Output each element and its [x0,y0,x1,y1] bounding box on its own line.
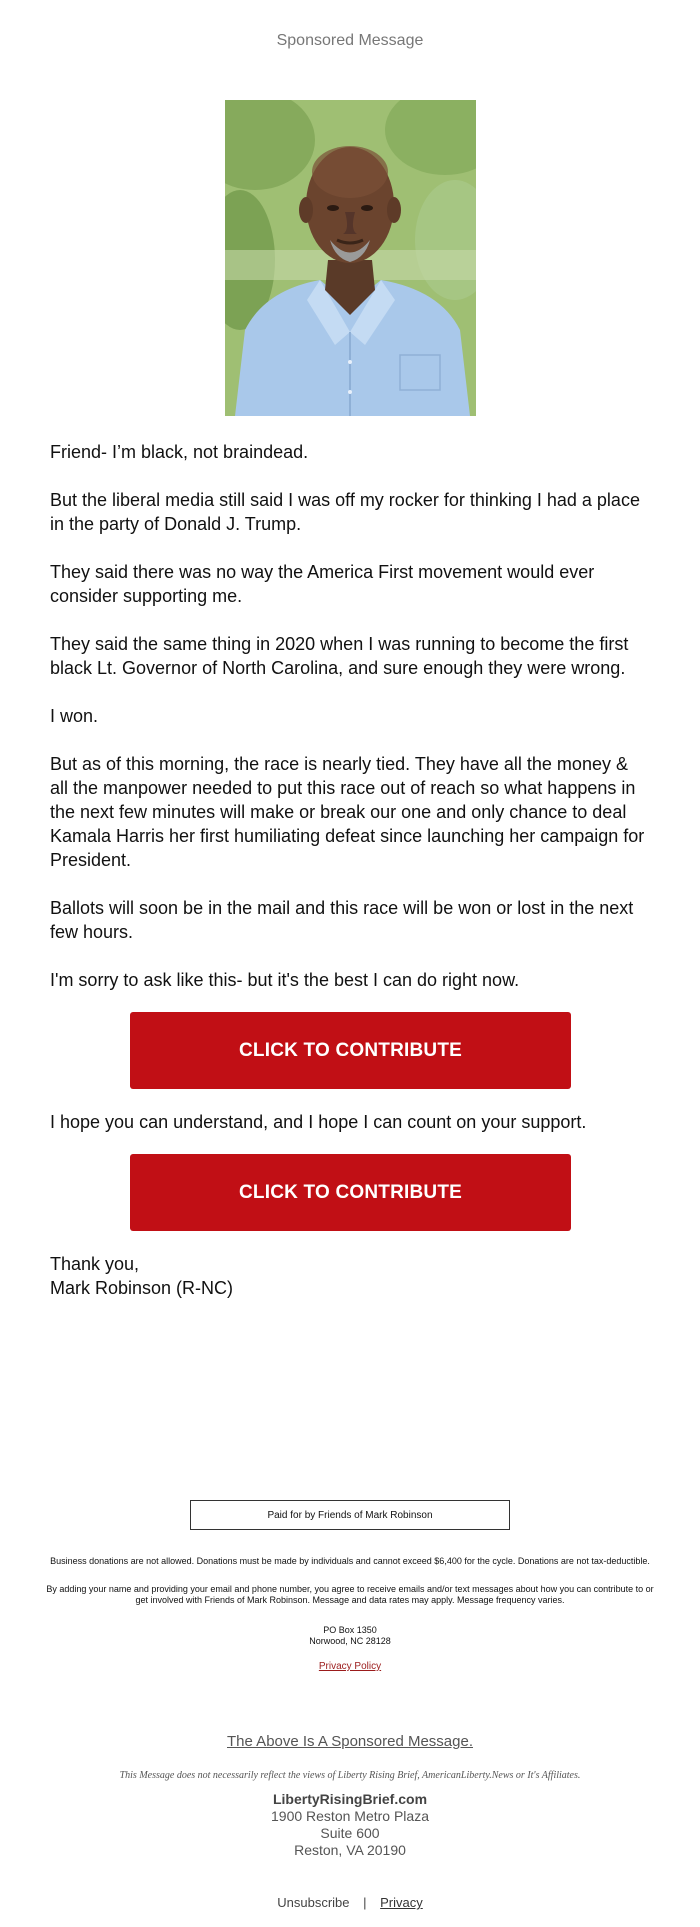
candidate-portrait-image [225,100,476,416]
message-body [50,440,650,1016]
signoff [50,1252,233,1300]
footer-links [0,1895,700,1910]
body-paragraph: But as of this morning, the race is nearly tied. They have all the money & all the manpower needed to put this race out of reach so what happens in the next few minutes will make or break our one and only chance to deal Kamala Harris her first humiliating defeat since launching her campaign for President. [50,754,645,870]
sponsored-message-label: Sponsored Message [276,32,424,49]
privacy-link[interactable]: Privacy [380,1895,423,1910]
body-paragraph: I'm sorry to ask like this- but it's the best I can do right now. [50,970,520,990]
publisher-name: LibertyRisingBrief.com [272,1791,428,1807]
signoff-thanks: Thank you, [50,1254,140,1274]
views-disclaimer: This Message does not necessarily reflect the views of Liberty Rising Brief, AmericanLiberty.News or It's Affiliates. [119,1770,581,1781]
contribute-button-1[interactable]: CLICK TO CONTRIBUTE [130,1012,571,1089]
campaign-address-line2: Norwood, NC 28128 [309,1636,391,1646]
privacy-policy-link[interactable]: Privacy Policy [318,1661,382,1672]
body-paragraph: They said there was no way the America First movement would ever consider supporting me. [50,562,595,606]
paid-for-box: Paid for by Friends of Mark Robinson [190,1500,510,1530]
publisher-info [0,1791,700,1859]
support-line: I hope you can understand, and I hope I can count on your support. [50,1112,587,1132]
publisher-address-line3: Reston, VA 20190 [294,1842,406,1858]
publisher-address-line2: Suite 600 [320,1825,380,1841]
consent-note: By adding your name and providing your email and phone number, you agree to receive emails and/or text messages about how you can contribute to or get involved with Friends of Mark Robinson. Message and data rates may apply. Message frequency varies. [46,1584,654,1605]
donations-note: Business donations are not allowed. Donations must be made by individuals and cannot exceed $6,400 for the cycle. Donations are not tax-deductible. [50,1556,650,1566]
footer-separator: | [363,1895,367,1910]
body-paragraph: Ballots will soon be in the mail and this race will be won or lost in the next few hours. [50,898,634,942]
sponsored-notice: The Above Is A Sponsored Message. [227,1733,473,1750]
body-paragraph: But the liberal media still said I was off my rocker for thinking I had a place in the party of Donald J. Trump. [50,490,640,534]
body-paragraph: Friend- I’m black, not braindead. [50,442,309,462]
body-paragraph: I won. [50,706,99,726]
cta-container-2 [130,1154,571,1231]
campaign-address-line1: PO Box 1350 [323,1625,377,1635]
cta-container-1 [130,1012,571,1089]
body-paragraph: They said the same thing in 2020 when I was running to become the first black Lt. Governor of North Carolina, and sure enough they were wrong. [50,634,629,678]
publisher-address-line1: 1900 Reston Metro Plaza [271,1808,429,1824]
contribute-button-2[interactable]: CLICK TO CONTRIBUTE [130,1154,571,1231]
portrait-photo [225,100,476,416]
signoff-name: Mark Robinson (R-NC) [50,1278,234,1298]
unsubscribe-link[interactable]: Unsubscribe [277,1895,350,1910]
